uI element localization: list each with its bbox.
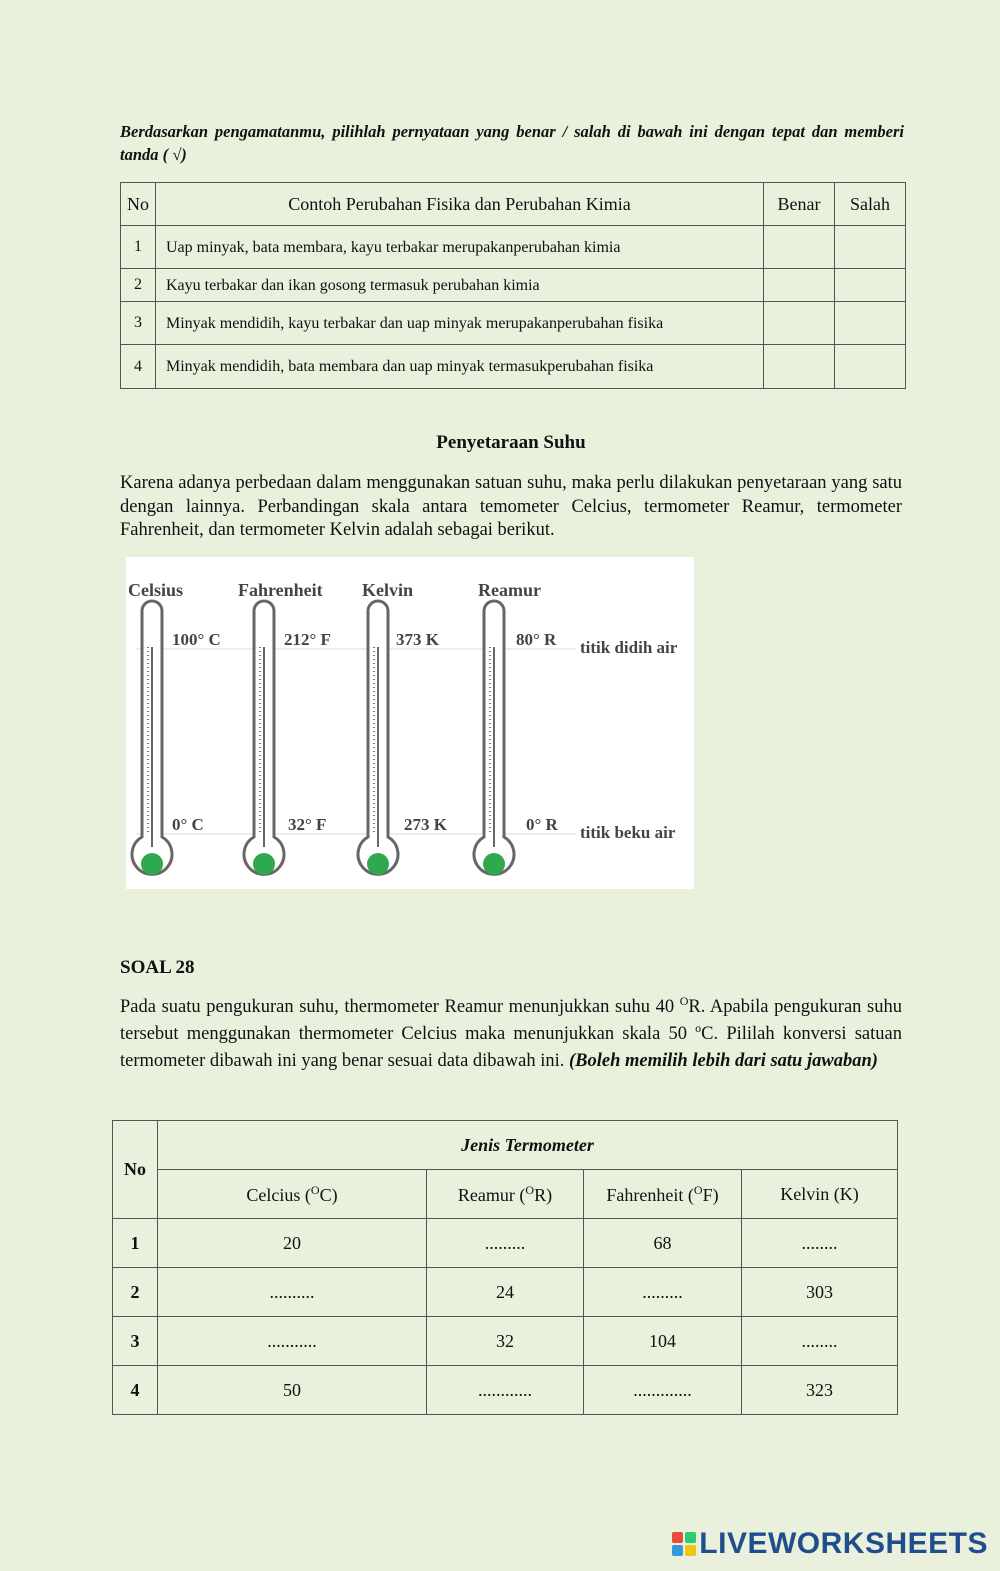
header-no: No [121, 183, 156, 226]
scale-label: Celsius [128, 580, 184, 600]
cell-kelvin: ........ [742, 1317, 898, 1366]
question-paragraph [120, 994, 902, 1075]
statement-text: Minyak mendidih, kayu terbakar dan uap minyak merupakanperubahan fisika [156, 302, 764, 345]
cell-celcius: 50 [158, 1366, 427, 1415]
scale-label: Fahrenheit [238, 580, 323, 600]
question-title: SOAL 28 [120, 957, 195, 978]
boiling-point-label: titik didih air [580, 638, 678, 657]
table-row[interactable] [113, 1366, 898, 1415]
scale-label: Reamur [478, 580, 541, 600]
table-row [121, 345, 906, 389]
freezing-point-label: titik beku air [580, 823, 676, 842]
freezing-value: 273 K [404, 815, 447, 834]
cell-reamur: ......... [427, 1219, 584, 1268]
table-row[interactable] [113, 1219, 898, 1268]
cell-celcius: .......... [158, 1268, 427, 1317]
fahrenheit-thermometer [238, 580, 331, 875]
liveworksheets-logo [672, 1527, 988, 1561]
row-number: 4 [121, 345, 156, 389]
cell-fahrenheit: ............. [584, 1366, 742, 1415]
cell-reamur: ............ [427, 1366, 584, 1415]
kelvin-thermometer [358, 580, 448, 875]
header-salah: Salah [835, 183, 906, 226]
question-text: Pada suatu pengukuran suhu, thermometer Reamur menunjukkan suhu 40 [120, 997, 680, 1017]
section-title: Penyetaraan Suhu [436, 432, 586, 453]
row-number: 3 [113, 1317, 158, 1366]
thermometer-bulb [253, 853, 275, 875]
boiling-value: 100° C [172, 630, 221, 649]
freezing-value: 0° R [526, 815, 558, 834]
boiling-value: 373 K [396, 630, 439, 649]
header-no: No [113, 1121, 158, 1219]
cell-kelvin: ........ [742, 1219, 898, 1268]
table-header-row [113, 1121, 898, 1170]
table-row [121, 302, 906, 345]
table-row[interactable] [113, 1268, 898, 1317]
row-number: 1 [113, 1219, 158, 1268]
superscript: o [695, 1020, 702, 1035]
scale-label: Kelvin [362, 580, 414, 600]
table-subheader-row [113, 1170, 898, 1219]
salah-checkbox[interactable] [835, 302, 906, 345]
reamur-thermometer [474, 580, 559, 875]
row-number: 2 [121, 269, 156, 302]
question-text: R. Apabila pengukuran suhu tersebut menggunakan thermometer Celcius maka menunjukkan skala 50 [120, 997, 902, 1044]
thermometer-bulb [367, 853, 389, 875]
cell-celcius: 20 [158, 1219, 427, 1268]
benar-checkbox[interactable] [764, 345, 835, 389]
boiling-value: 80° R [516, 630, 557, 649]
header-group: Jenis Termometer [158, 1121, 898, 1170]
table-row [121, 226, 906, 269]
statement-text: Kayu terbakar dan ikan gosong termasuk perubahan kimia [156, 269, 764, 302]
row-number: 3 [121, 302, 156, 345]
thermometer-illustration [126, 557, 694, 889]
salah-checkbox[interactable] [835, 269, 906, 302]
salah-checkbox[interactable] [835, 345, 906, 389]
question-text: C. Pililah konversi satuan termometer dibawah ini yang benar sesuai data dibawah ini. [120, 1024, 902, 1071]
cell-fahrenheit: 68 [584, 1219, 742, 1268]
table-header-row [121, 183, 906, 226]
cell-fahrenheit: ......... [584, 1268, 742, 1317]
celsius-thermometer [128, 580, 221, 875]
cell-fahrenheit: 104 [584, 1317, 742, 1366]
logo-text: LIVEWORKSHEETS [699, 1527, 988, 1560]
thermometer-bulb [483, 853, 505, 875]
true-false-table [120, 182, 906, 389]
thermometer-figure [126, 557, 694, 889]
header-fahrenheit: Fahrenheit ($^O$F) [584, 1170, 742, 1219]
row-number: 1 [121, 226, 156, 269]
cell-reamur: 32 [427, 1317, 584, 1366]
explanation-paragraph: Karena adanya perbedaan dalam menggunakan satuan suhu, maka perlu dilakukan penyetaraan yang satu dengan lainnya. Perbandingan skala antara temometer Celcius, termometer Reamur, termometer Fahrenheit, dan termometer Kelvin adalah sebagai berikut. [120, 473, 902, 540]
statement-text: Uap minyak, bata membara, kayu terbakar merupakanperubahan kimia [156, 226, 764, 269]
boiling-value: 212° F [284, 630, 331, 649]
cell-kelvin: 303 [742, 1268, 898, 1317]
superscript: O [679, 993, 689, 1008]
header-reamur: Reamur ($^O$R) [427, 1170, 584, 1219]
logo-mark-icon [672, 1532, 696, 1556]
table-row[interactable] [113, 1317, 898, 1366]
header-celcius: Celcius ($^O$C) [158, 1170, 427, 1219]
header-benar: Benar [764, 183, 835, 226]
question-note: (Boleh memilih lebih dari satu jawaban) [569, 1051, 878, 1071]
thermometer-bulb [141, 853, 163, 875]
row-number: 2 [113, 1268, 158, 1317]
conversion-table [112, 1120, 898, 1415]
freezing-value: 32° F [288, 815, 327, 834]
cell-kelvin: 323 [742, 1366, 898, 1415]
header-kelvin: Kelvin (K) [742, 1170, 898, 1219]
cell-reamur: 24 [427, 1268, 584, 1317]
benar-checkbox[interactable] [764, 269, 835, 302]
table-row [121, 269, 906, 302]
cell-celcius: ........... [158, 1317, 427, 1366]
statement-text: Minyak mendidih, bata membara dan uap minyak termasukperubahan fisika [156, 345, 764, 389]
instruction-text: Berdasarkan pengamatanmu, pilihlah pernyataan yang benar / salah di bawah ini dengan tepat dan memberi tanda ( √) [120, 122, 904, 164]
benar-checkbox[interactable] [764, 226, 835, 269]
benar-checkbox[interactable] [764, 302, 835, 345]
header-example: Contoh Perubahan Fisika dan Perubahan Kimia [156, 183, 764, 226]
salah-checkbox[interactable] [835, 226, 906, 269]
freezing-value: 0° C [172, 815, 204, 834]
row-number: 4 [113, 1366, 158, 1415]
